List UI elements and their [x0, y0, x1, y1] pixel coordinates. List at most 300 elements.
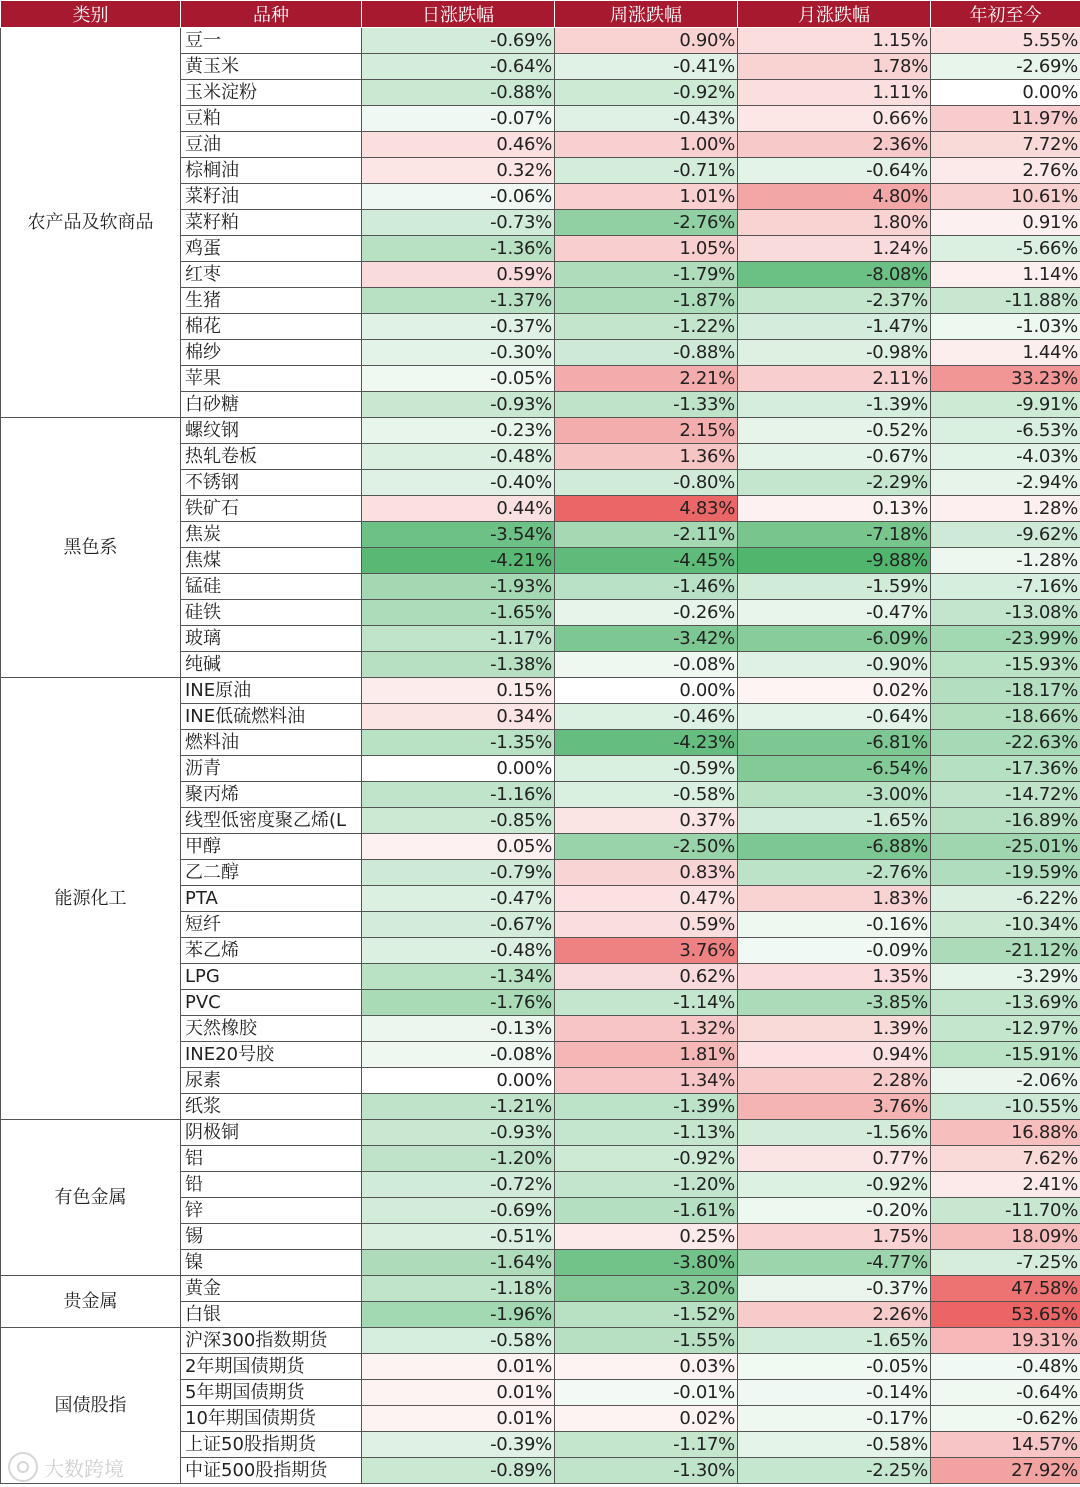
monthly-change-cell: -3.85%	[738, 990, 931, 1016]
monthly-change-cell: -2.25%	[738, 1458, 931, 1484]
table-row	[1, 1276, 1080, 1302]
ytd-change-cell: -2.94%	[931, 470, 1080, 496]
daily-change-cell: -1.93%	[362, 574, 555, 600]
variety-cell: 聚丙烯	[181, 782, 362, 808]
weekly-change-cell: -0.59%	[555, 756, 738, 782]
monthly-change-cell: -0.37%	[738, 1276, 931, 1302]
variety-cell: 螺纹钢	[181, 418, 362, 444]
weekly-change-cell: -1.39%	[555, 1094, 738, 1120]
ytd-change-cell: -5.66%	[931, 236, 1080, 262]
variety-cell: 玻璃	[181, 626, 362, 652]
monthly-change-cell: 1.24%	[738, 236, 931, 262]
ytd-change-cell: -19.59%	[931, 860, 1080, 886]
variety-cell: 铅	[181, 1172, 362, 1198]
daily-change-cell: 0.59%	[362, 262, 555, 288]
monthly-change-cell: 0.77%	[738, 1146, 931, 1172]
monthly-change-cell: 1.80%	[738, 210, 931, 236]
variety-cell: 线型低密度聚乙烯(L	[181, 808, 362, 834]
daily-change-cell: -0.69%	[362, 1198, 555, 1224]
variety-cell: 纯碱	[181, 652, 362, 678]
daily-change-cell: -0.37%	[362, 314, 555, 340]
variety-cell: 10年期国债期货	[181, 1406, 362, 1432]
watermark-text: 大数跨境	[44, 1456, 124, 1481]
daily-change-cell: -0.73%	[362, 210, 555, 236]
monthly-change-cell: -0.90%	[738, 652, 931, 678]
weekly-change-cell: -2.11%	[555, 522, 738, 548]
monthly-change-cell: -4.77%	[738, 1250, 931, 1276]
monthly-change-cell: 0.94%	[738, 1042, 931, 1068]
variety-cell: 锡	[181, 1224, 362, 1250]
variety-cell: 中证500股指期货	[181, 1458, 362, 1484]
watermark-logo-icon	[8, 1452, 38, 1482]
weekly-change-cell: 1.36%	[555, 444, 738, 470]
variety-cell: 锌	[181, 1198, 362, 1224]
daily-change-cell: -0.93%	[362, 392, 555, 418]
ytd-change-cell: 2.76%	[931, 158, 1080, 184]
weekly-change-cell: -1.55%	[555, 1328, 738, 1354]
variety-cell: 黄金	[181, 1276, 362, 1302]
daily-change-cell: 0.01%	[362, 1380, 555, 1406]
ytd-change-cell: -13.08%	[931, 600, 1080, 626]
monthly-change-cell: -0.98%	[738, 340, 931, 366]
variety-cell: 豆油	[181, 132, 362, 158]
daily-change-cell: -0.39%	[362, 1432, 555, 1458]
weekly-change-cell: -4.45%	[555, 548, 738, 574]
ytd-change-cell: 16.88%	[931, 1120, 1080, 1146]
ytd-change-cell: -6.22%	[931, 886, 1080, 912]
weekly-change-cell: 0.00%	[555, 678, 738, 704]
daily-change-cell: -0.93%	[362, 1120, 555, 1146]
ytd-change-cell: -13.69%	[931, 990, 1080, 1016]
daily-change-cell: 0.00%	[362, 1068, 555, 1094]
weekly-change-cell: -0.26%	[555, 600, 738, 626]
monthly-change-cell: 0.66%	[738, 106, 931, 132]
daily-change-cell: -0.58%	[362, 1328, 555, 1354]
header-category: 类别	[1, 1, 181, 28]
weekly-change-cell: 1.32%	[555, 1016, 738, 1042]
variety-cell: 锰硅	[181, 574, 362, 600]
variety-cell: 尿素	[181, 1068, 362, 1094]
ytd-change-cell: -14.72%	[931, 782, 1080, 808]
weekly-change-cell: -2.50%	[555, 834, 738, 860]
daily-change-cell: 0.05%	[362, 834, 555, 860]
weekly-change-cell: 0.47%	[555, 886, 738, 912]
ytd-change-cell: 14.57%	[931, 1432, 1080, 1458]
ytd-change-cell: 27.92%	[931, 1458, 1080, 1484]
monthly-change-cell: 1.35%	[738, 964, 931, 990]
weekly-change-cell: -3.80%	[555, 1250, 738, 1276]
ytd-change-cell: 1.44%	[931, 340, 1080, 366]
monthly-change-cell: -2.76%	[738, 860, 931, 886]
monthly-change-cell: 1.39%	[738, 1016, 931, 1042]
ytd-change-cell: -9.62%	[931, 522, 1080, 548]
weekly-change-cell: -1.14%	[555, 990, 738, 1016]
weekly-change-cell: -1.79%	[555, 262, 738, 288]
ytd-change-cell: -0.62%	[931, 1406, 1080, 1432]
daily-change-cell: -1.37%	[362, 288, 555, 314]
monthly-change-cell: -0.16%	[738, 912, 931, 938]
variety-cell: 棕榈油	[181, 158, 362, 184]
variety-cell: 棉纱	[181, 340, 362, 366]
ytd-change-cell: -1.28%	[931, 548, 1080, 574]
ytd-change-cell: -2.06%	[931, 1068, 1080, 1094]
variety-cell: 玉米淀粉	[181, 80, 362, 106]
ytd-change-cell: -6.53%	[931, 418, 1080, 444]
variety-cell: 豆粕	[181, 106, 362, 132]
daily-change-cell: -0.47%	[362, 886, 555, 912]
daily-change-cell: -0.51%	[362, 1224, 555, 1250]
monthly-change-cell: 4.80%	[738, 184, 931, 210]
daily-change-cell: 0.15%	[362, 678, 555, 704]
ytd-change-cell: 2.41%	[931, 1172, 1080, 1198]
weekly-change-cell: 0.83%	[555, 860, 738, 886]
header-monthly-change: 月涨跌幅	[738, 1, 931, 28]
header-weekly-change: 周涨跌幅	[555, 1, 738, 28]
ytd-change-cell: 53.65%	[931, 1302, 1080, 1328]
daily-change-cell: -0.30%	[362, 340, 555, 366]
variety-cell: 棉花	[181, 314, 362, 340]
weekly-change-cell: -1.17%	[555, 1432, 738, 1458]
ytd-change-cell: 1.14%	[931, 262, 1080, 288]
monthly-change-cell: -0.05%	[738, 1354, 931, 1380]
monthly-change-cell: 2.11%	[738, 366, 931, 392]
variety-cell: 菜籽粕	[181, 210, 362, 236]
watermark	[8, 1452, 124, 1482]
variety-cell: 阴极铜	[181, 1120, 362, 1146]
monthly-change-cell: -1.47%	[738, 314, 931, 340]
variety-cell: PVC	[181, 990, 362, 1016]
monthly-change-cell: -1.59%	[738, 574, 931, 600]
weekly-change-cell: 0.90%	[555, 28, 738, 54]
ytd-change-cell: -10.34%	[931, 912, 1080, 938]
monthly-change-cell: 2.26%	[738, 1302, 931, 1328]
ytd-change-cell: -11.88%	[931, 288, 1080, 314]
variety-cell: 甲醇	[181, 834, 362, 860]
variety-cell: 纸浆	[181, 1094, 362, 1120]
weekly-change-cell: 0.02%	[555, 1406, 738, 1432]
ytd-change-cell: -7.16%	[931, 574, 1080, 600]
variety-cell: 焦煤	[181, 548, 362, 574]
category-cell: 农产品及软商品	[1, 28, 181, 418]
table-body	[1, 28, 1080, 1484]
ytd-change-cell: 0.91%	[931, 210, 1080, 236]
monthly-change-cell: -2.29%	[738, 470, 931, 496]
category-cell: 有色金属	[1, 1120, 181, 1276]
daily-change-cell: -0.07%	[362, 106, 555, 132]
table-row	[1, 28, 1080, 54]
ytd-change-cell: 47.58%	[931, 1276, 1080, 1302]
variety-cell: 豆一	[181, 28, 362, 54]
monthly-change-cell: 3.76%	[738, 1094, 931, 1120]
daily-change-cell: -0.67%	[362, 912, 555, 938]
monthly-change-cell: -6.88%	[738, 834, 931, 860]
ytd-change-cell: 5.55%	[931, 28, 1080, 54]
variety-cell: 硅铁	[181, 600, 362, 626]
header-row	[1, 1, 1080, 28]
variety-cell: 生猪	[181, 288, 362, 314]
weekly-change-cell: -0.92%	[555, 1146, 738, 1172]
variety-cell: 天然橡胶	[181, 1016, 362, 1042]
ytd-change-cell: -18.17%	[931, 678, 1080, 704]
daily-change-cell: -0.79%	[362, 860, 555, 886]
ytd-change-cell: -3.29%	[931, 964, 1080, 990]
variety-cell: 燃料油	[181, 730, 362, 756]
daily-change-cell: 0.01%	[362, 1406, 555, 1432]
monthly-change-cell: -8.08%	[738, 262, 931, 288]
ytd-change-cell: -0.64%	[931, 1380, 1080, 1406]
variety-cell: 不锈钢	[181, 470, 362, 496]
variety-cell: 菜籽油	[181, 184, 362, 210]
weekly-change-cell: 1.34%	[555, 1068, 738, 1094]
daily-change-cell: -0.13%	[362, 1016, 555, 1042]
monthly-change-cell: 0.02%	[738, 678, 931, 704]
daily-change-cell: -1.21%	[362, 1094, 555, 1120]
weekly-change-cell: 3.76%	[555, 938, 738, 964]
ytd-change-cell: -18.66%	[931, 704, 1080, 730]
daily-change-cell: 0.01%	[362, 1354, 555, 1380]
table-row	[1, 1328, 1080, 1354]
weekly-change-cell: -0.41%	[555, 54, 738, 80]
weekly-change-cell: -0.46%	[555, 704, 738, 730]
ytd-change-cell: -12.97%	[931, 1016, 1080, 1042]
ytd-change-cell: 0.00%	[931, 80, 1080, 106]
monthly-change-cell: -0.52%	[738, 418, 931, 444]
variety-cell: INE原油	[181, 678, 362, 704]
daily-change-cell: -0.88%	[362, 80, 555, 106]
weekly-change-cell: 2.15%	[555, 418, 738, 444]
variety-cell: 乙二醇	[181, 860, 362, 886]
weekly-change-cell: -1.52%	[555, 1302, 738, 1328]
category-cell: 国债股指	[1, 1328, 181, 1484]
variety-cell: 白砂糖	[181, 392, 362, 418]
variety-cell: 5年期国债期货	[181, 1380, 362, 1406]
variety-cell: 焦炭	[181, 522, 362, 548]
ytd-change-cell: -25.01%	[931, 834, 1080, 860]
daily-change-cell: -0.72%	[362, 1172, 555, 1198]
weekly-change-cell: -0.08%	[555, 652, 738, 678]
weekly-change-cell: 4.83%	[555, 496, 738, 522]
monthly-change-cell: -0.14%	[738, 1380, 931, 1406]
weekly-change-cell: 0.25%	[555, 1224, 738, 1250]
weekly-change-cell: 0.37%	[555, 808, 738, 834]
daily-change-cell: -1.76%	[362, 990, 555, 1016]
weekly-change-cell: 0.03%	[555, 1354, 738, 1380]
ytd-change-cell: 7.62%	[931, 1146, 1080, 1172]
variety-cell: 苯乙烯	[181, 938, 362, 964]
ytd-change-cell: -11.70%	[931, 1198, 1080, 1224]
ytd-change-cell: 33.23%	[931, 366, 1080, 392]
ytd-change-cell: -1.03%	[931, 314, 1080, 340]
monthly-change-cell: -0.67%	[738, 444, 931, 470]
weekly-change-cell: -2.76%	[555, 210, 738, 236]
monthly-change-cell: 1.75%	[738, 1224, 931, 1250]
monthly-change-cell: 2.36%	[738, 132, 931, 158]
weekly-change-cell: -1.61%	[555, 1198, 738, 1224]
variety-cell: 白银	[181, 1302, 362, 1328]
ytd-change-cell: -2.69%	[931, 54, 1080, 80]
category-cell: 贵金属	[1, 1276, 181, 1328]
weekly-change-cell: -0.92%	[555, 80, 738, 106]
weekly-change-cell: 0.59%	[555, 912, 738, 938]
category-cell: 能源化工	[1, 678, 181, 1120]
monthly-change-cell: -1.56%	[738, 1120, 931, 1146]
daily-change-cell: -1.34%	[362, 964, 555, 990]
daily-change-cell: -1.18%	[362, 1276, 555, 1302]
variety-cell: 沪深300指数期货	[181, 1328, 362, 1354]
daily-change-cell: -4.21%	[362, 548, 555, 574]
ytd-change-cell: -21.12%	[931, 938, 1080, 964]
ytd-change-cell: -9.91%	[931, 392, 1080, 418]
variety-cell: 镍	[181, 1250, 362, 1276]
ytd-change-cell: -23.99%	[931, 626, 1080, 652]
monthly-change-cell: -0.47%	[738, 600, 931, 626]
weekly-change-cell: -0.80%	[555, 470, 738, 496]
monthly-change-cell: -0.64%	[738, 704, 931, 730]
daily-change-cell: -0.89%	[362, 1458, 555, 1484]
monthly-change-cell: -1.65%	[738, 808, 931, 834]
weekly-change-cell: -1.46%	[555, 574, 738, 600]
ytd-change-cell: -10.55%	[931, 1094, 1080, 1120]
variety-cell: 热轧卷板	[181, 444, 362, 470]
daily-change-cell: -0.48%	[362, 444, 555, 470]
monthly-change-cell: -6.54%	[738, 756, 931, 782]
daily-change-cell: -1.17%	[362, 626, 555, 652]
weekly-change-cell: -3.42%	[555, 626, 738, 652]
daily-change-cell: -0.23%	[362, 418, 555, 444]
weekly-change-cell: -0.88%	[555, 340, 738, 366]
variety-cell: 红枣	[181, 262, 362, 288]
ytd-change-cell: -0.48%	[931, 1354, 1080, 1380]
daily-change-cell: -0.06%	[362, 184, 555, 210]
variety-cell: INE20号胶	[181, 1042, 362, 1068]
daily-change-cell: -0.69%	[362, 28, 555, 54]
monthly-change-cell: -1.65%	[738, 1328, 931, 1354]
weekly-change-cell: -0.01%	[555, 1380, 738, 1406]
table-row	[1, 678, 1080, 704]
header-ytd-change: 年初至今	[931, 1, 1080, 28]
daily-change-cell: -0.48%	[362, 938, 555, 964]
ytd-change-cell: 10.61%	[931, 184, 1080, 210]
variety-cell: 上证50股指期货	[181, 1432, 362, 1458]
monthly-change-cell: -0.09%	[738, 938, 931, 964]
daily-change-cell: -1.20%	[362, 1146, 555, 1172]
variety-cell: LPG	[181, 964, 362, 990]
daily-change-cell: -0.05%	[362, 366, 555, 392]
daily-change-cell: -1.36%	[362, 236, 555, 262]
variety-cell: 鸡蛋	[181, 236, 362, 262]
ytd-change-cell: 1.28%	[931, 496, 1080, 522]
header-daily-change: 日涨跌幅	[362, 1, 555, 28]
monthly-change-cell: -9.88%	[738, 548, 931, 574]
monthly-change-cell: -1.39%	[738, 392, 931, 418]
variety-cell: 铝	[181, 1146, 362, 1172]
daily-change-cell: 0.32%	[362, 158, 555, 184]
table-row	[1, 418, 1080, 444]
weekly-change-cell: 1.81%	[555, 1042, 738, 1068]
weekly-change-cell: -1.33%	[555, 392, 738, 418]
variety-cell: 短纤	[181, 912, 362, 938]
daily-change-cell: -3.54%	[362, 522, 555, 548]
weekly-change-cell: 1.00%	[555, 132, 738, 158]
daily-change-cell: -1.96%	[362, 1302, 555, 1328]
daily-change-cell: 0.00%	[362, 756, 555, 782]
monthly-change-cell: -0.58%	[738, 1432, 931, 1458]
daily-change-cell: -1.16%	[362, 782, 555, 808]
weekly-change-cell: -0.43%	[555, 106, 738, 132]
weekly-change-cell: -0.58%	[555, 782, 738, 808]
variety-cell: 苹果	[181, 366, 362, 392]
monthly-change-cell: 0.13%	[738, 496, 931, 522]
ytd-change-cell: -15.93%	[931, 652, 1080, 678]
monthly-change-cell: -0.92%	[738, 1172, 931, 1198]
monthly-change-cell: -6.09%	[738, 626, 931, 652]
ytd-change-cell: -17.36%	[931, 756, 1080, 782]
weekly-change-cell: -1.20%	[555, 1172, 738, 1198]
ytd-change-cell: -4.03%	[931, 444, 1080, 470]
weekly-change-cell: 1.01%	[555, 184, 738, 210]
variety-cell: 沥青	[181, 756, 362, 782]
variety-cell: PTA	[181, 886, 362, 912]
daily-change-cell: -0.64%	[362, 54, 555, 80]
category-cell: 黑色系	[1, 418, 181, 678]
weekly-change-cell: -4.23%	[555, 730, 738, 756]
ytd-change-cell: 7.72%	[931, 132, 1080, 158]
monthly-change-cell: -7.18%	[738, 522, 931, 548]
daily-change-cell: -0.40%	[362, 470, 555, 496]
daily-change-cell: -1.64%	[362, 1250, 555, 1276]
ytd-change-cell: -15.91%	[931, 1042, 1080, 1068]
weekly-change-cell: 2.21%	[555, 366, 738, 392]
header-variety: 品种	[181, 1, 362, 28]
daily-change-cell: -1.65%	[362, 600, 555, 626]
monthly-change-cell: -6.81%	[738, 730, 931, 756]
monthly-change-cell: -0.20%	[738, 1198, 931, 1224]
ytd-change-cell: -7.25%	[931, 1250, 1080, 1276]
variety-cell: INE低硫燃料油	[181, 704, 362, 730]
variety-cell: 2年期国债期货	[181, 1354, 362, 1380]
daily-change-cell: -0.85%	[362, 808, 555, 834]
monthly-change-cell: -2.37%	[738, 288, 931, 314]
daily-change-cell: 0.46%	[362, 132, 555, 158]
monthly-change-cell: -0.64%	[738, 158, 931, 184]
ytd-change-cell: -16.89%	[931, 808, 1080, 834]
monthly-change-cell: 2.28%	[738, 1068, 931, 1094]
weekly-change-cell: 1.05%	[555, 236, 738, 262]
ytd-change-cell: 18.09%	[931, 1224, 1080, 1250]
daily-change-cell: 0.44%	[362, 496, 555, 522]
weekly-change-cell: -3.20%	[555, 1276, 738, 1302]
variety-cell: 黄玉米	[181, 54, 362, 80]
monthly-change-cell: 1.83%	[738, 886, 931, 912]
ytd-change-cell: 11.97%	[931, 106, 1080, 132]
monthly-change-cell: 1.78%	[738, 54, 931, 80]
weekly-change-cell: -1.13%	[555, 1120, 738, 1146]
daily-change-cell: -1.35%	[362, 730, 555, 756]
daily-change-cell: -1.38%	[362, 652, 555, 678]
weekly-change-cell: 0.62%	[555, 964, 738, 990]
monthly-change-cell: -3.00%	[738, 782, 931, 808]
weekly-change-cell: -1.30%	[555, 1458, 738, 1484]
monthly-change-cell: 1.15%	[738, 28, 931, 54]
daily-change-cell: -0.08%	[362, 1042, 555, 1068]
weekly-change-cell: -0.71%	[555, 158, 738, 184]
table-row	[1, 1120, 1080, 1146]
ytd-change-cell: 19.31%	[931, 1328, 1080, 1354]
weekly-change-cell: -1.22%	[555, 314, 738, 340]
daily-change-cell: 0.34%	[362, 704, 555, 730]
weekly-change-cell: -1.87%	[555, 288, 738, 314]
variety-cell: 铁矿石	[181, 496, 362, 522]
